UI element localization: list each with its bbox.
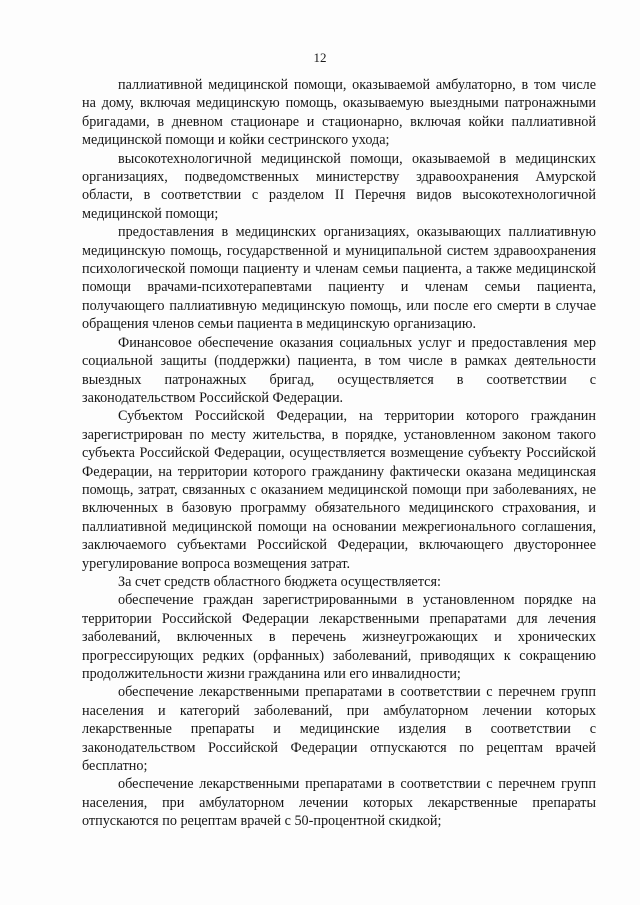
paragraph-interregional-reimbursement: Субъектом Российской Федерации, на территории которого гражданин зарегистрирован по месту жительства, в порядке, установленном законом такого субъекта Российской Федерации, осуществляется возмещение субъекту Российской Федерации, на территории которого гражданину фактически оказана медицинская помощь, затрат, связанных с оказанием медицинской помощи при заболеваниях, не включенных в базовую программу обязательного медицинского страхования, и паллиативной медицинской помощи на основании межрегионального соглашения, заключаемого субъектами Российской Федерации, включающего двустороннее урегулирование вопроса возмещения затрат. xyxy=(82,408,596,572)
paragraph-regional-budget-intro: За счет средств областного бюджета осуществляется: xyxy=(118,573,441,590)
page-number: 12 xyxy=(313,50,327,65)
paragraph-discount-prescriptions: обеспечение лекарственными препаратами в соответствии с перечнем групп населения, при амбулаторном лечении которых лекарственные препараты отпускаются по рецептам врачей с 50-процентной скидкой; xyxy=(82,776,596,830)
paragraph-social-services-funding: Финансовое обеспечение оказания социальных услуг и предоставления мер социальной защиты (поддержки) пациента, в том числе в рамках деятельности выездных патронажных бригад, осуществляется в соответствии с законодательством Российской Федерации. xyxy=(82,334,596,406)
paragraph-orphan-drugs: обеспечение граждан зарегистрированными в установленном порядке на территории Российской Федерации лекарственными препаратами для лечения заболеваний, включенных в перечень жизнеугрожающих и хронических прогрессирующих редких (орфанных) заболеваний, приводящих к сокращению продолжительности жизни гражданина или его инвалидности; xyxy=(82,592,596,682)
paragraph-palliative-care: паллиативной медицинской помощи, оказываемой амбулаторно, в том числе на дому, включая медицинскую помощь, оказываемую выездными патронажными бригадами, в дневном стационаре и стационарно, включая койки паллиативной медицинской помощи и койки сестринского ухода; xyxy=(82,77,596,149)
paragraph-psychological-help: предоставления в медицинских организациях, оказывающих паллиативную медицинскую помощь, государственной и муниципальной систем здравоохранения психологической помощи пациенту и членам семьи пациента, а также медицинской помощи врачами-психотерапевтами пациенту и членам семьи пациента, получающего паллиативную медицинскую помощь, или после его смерти в случае обращения членов семьи пациента в медицинскую организацию. xyxy=(82,224,596,333)
document-body xyxy=(82,76,596,831)
paragraph-high-tech-care: высокотехнологичной медицинской помощи, оказываемой в медицинских организациях, подведомственных министерству здравоохранения Амурской области, в соответствии с разделом II Перечня видов высокотехнологичной медицинской помощи; xyxy=(82,150,596,222)
paragraph-free-prescriptions: обеспечение лекарственными препаратами в соответствии с перечнем групп населения и категорий заболеваний, при амбулаторном лечении которых лекарственные препараты и медицинские изделия в соответствии с законодательством Российской Федерации отпускаются по рецептам врачей бесплатно; xyxy=(82,684,596,775)
